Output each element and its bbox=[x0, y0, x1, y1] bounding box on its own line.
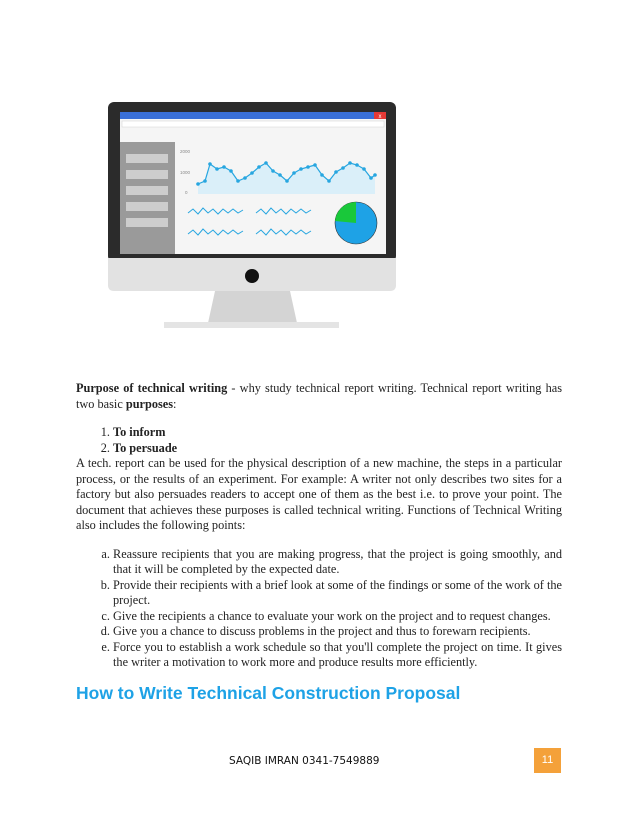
address-bar bbox=[122, 121, 384, 127]
purposes-list bbox=[76, 425, 562, 456]
sidebar-item bbox=[126, 154, 168, 163]
function-item: c. Give the recipients a chance to evaluate your work on the project and to request changes. bbox=[113, 609, 562, 625]
footer-author: SAQIB IMRAN 0341-7549889 bbox=[229, 755, 380, 767]
functions-list bbox=[76, 547, 562, 671]
report-paragraph: A tech. report can be used for the physical description of a new machine, the steps in a particular process, or the results of an experiment. For example: A writer not only describes two sites for a factory but also persuades readers to accept one of them as the best i.e. to prove your point. The document that achieves these purposes is called technical writing. Functions of Technical Writing also includes the following points: bbox=[76, 456, 562, 532]
mini-chart-tick: 2000 bbox=[180, 149, 191, 154]
monitor-base bbox=[164, 322, 339, 328]
monitor-stand bbox=[208, 291, 297, 323]
sidebar-item bbox=[126, 186, 168, 195]
page-number: 11 bbox=[534, 748, 561, 773]
mini-chart-tick: 1000 bbox=[180, 170, 191, 175]
function-item: e. Force you to establish a work schedule so that you'll complete the project on time. It gives the writer a motivation to work more and produce results more efficiently. bbox=[113, 640, 562, 671]
body-content bbox=[76, 381, 562, 671]
purpose-item: 1. To inform bbox=[113, 425, 562, 441]
sidebar-item bbox=[126, 202, 168, 211]
purposes-word: purposes bbox=[125, 396, 174, 411]
computer-monitor-illustration bbox=[100, 95, 400, 335]
purpose-lead: Purpose of technical writing bbox=[76, 381, 228, 395]
power-button-icon bbox=[245, 269, 259, 283]
purpose-paragraph bbox=[76, 381, 562, 412]
function-item: d. Give you a chance to discuss problems in the project and thus to forewarn recipients. bbox=[113, 624, 562, 640]
sidebar-item bbox=[126, 218, 168, 227]
purpose-text: - why study technical report writing. Technical report writing has two basic bbox=[76, 381, 562, 411]
function-item: b. Provide their recipients with a brief look at some of the findings or some of the work of the project. bbox=[113, 578, 562, 609]
function-item: a. Reassure recipients that you are making progress, that the project is going smoothly, and that it will be completed by the expected date. bbox=[113, 547, 562, 578]
purpose-colon: : bbox=[173, 396, 177, 411]
screen-titlebar bbox=[120, 112, 386, 119]
close-glyph: x bbox=[378, 114, 382, 120]
section-heading: How to Write Technical Construction Proposal bbox=[76, 683, 461, 703]
purpose-item: 2. To persuade bbox=[113, 441, 562, 457]
sidebar-item bbox=[126, 170, 168, 179]
mini-chart-tick: 0 bbox=[185, 190, 188, 195]
